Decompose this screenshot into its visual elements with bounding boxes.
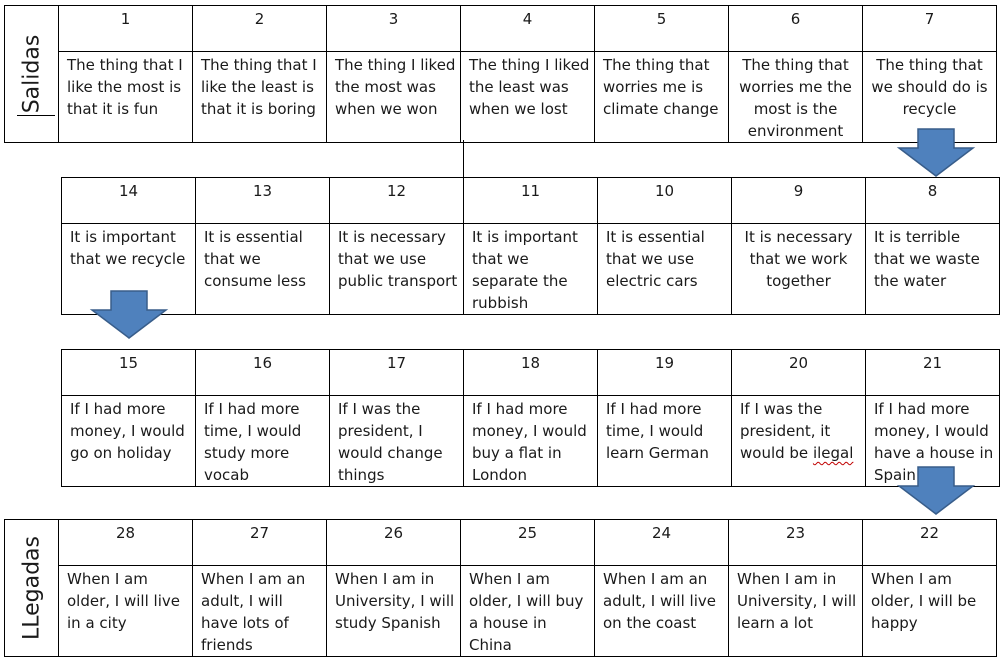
- square-number: 5: [595, 6, 729, 52]
- square-text: If I had more time, I would learn German: [598, 396, 732, 487]
- square-number: 28: [59, 520, 193, 566]
- square-number: 9: [732, 178, 866, 224]
- square-text: When I am older, I will live in a city: [59, 566, 193, 657]
- row-2: [61, 177, 1000, 315]
- square-text: When I am an adult, I will have lots of friends: [193, 566, 327, 657]
- square-text: The thing that I like the least is that it is boring: [193, 52, 327, 143]
- square-number: 22: [863, 520, 997, 566]
- square-number: 26: [327, 520, 461, 566]
- square-text: [732, 396, 866, 487]
- square-number: 10: [598, 178, 732, 224]
- square-text: When I am older, I will buy a house in China: [461, 566, 595, 657]
- start-label-cell: [5, 6, 59, 143]
- square-number: 24: [595, 520, 729, 566]
- square-text: It is necessary that we work together: [732, 224, 866, 315]
- square-number: 6: [729, 6, 863, 52]
- square-text: The thing that we should do is recycle: [863, 52, 997, 143]
- square-text: It is essential that we consume less: [196, 224, 330, 315]
- square-number: 16: [196, 350, 330, 396]
- square-text: When I am an adult, I will live on the coast: [595, 566, 729, 657]
- square-text: When I am older, I will be happy: [863, 566, 997, 657]
- square-number: 20: [732, 350, 866, 396]
- down-arrow-icon: [89, 290, 169, 340]
- square-text: The thing that worries me the most is the environment: [729, 52, 863, 143]
- down-arrow-icon: [896, 128, 976, 178]
- row-4: [4, 519, 997, 657]
- square-text: If I was the president, I would change things: [330, 396, 464, 487]
- square-number: 25: [461, 520, 595, 566]
- finish-label: LLegadas: [19, 535, 44, 641]
- square-number: 3: [327, 6, 461, 52]
- square-number: 7: [863, 6, 997, 52]
- square-number: 12: [330, 178, 464, 224]
- start-label-line: [17, 115, 55, 116]
- square-text: When I am in University, I will learn a lot: [729, 566, 863, 657]
- square-number: 13: [196, 178, 330, 224]
- square-text: If I had more money, I would go on holiday: [62, 396, 196, 487]
- square-number: 27: [193, 520, 327, 566]
- square-number: 4: [461, 6, 595, 52]
- square-number: 18: [464, 350, 598, 396]
- square-text: It is essential that we use electric cars: [598, 224, 732, 315]
- square-text: If I had more money, I would buy a flat in London: [464, 396, 598, 487]
- square-text: It is terrible that we waste the water: [866, 224, 1000, 315]
- square-number: 17: [330, 350, 464, 396]
- square-number: 1: [59, 6, 193, 52]
- square-text-part: If I was the president, it would be: [740, 400, 831, 462]
- square-number: 2: [193, 6, 327, 52]
- square-text: If I had more time, I would study more vocab: [196, 396, 330, 487]
- square-text: The thing that worries me is climate change: [595, 52, 729, 143]
- square-number: 8: [866, 178, 1000, 224]
- square-text: The thing I liked the most was when we won: [327, 52, 461, 143]
- spellcheck-marked-word: ilegal: [812, 444, 854, 462]
- square-text: It is important that we separate the rubbish: [464, 224, 598, 315]
- row-3: [61, 349, 1000, 487]
- square-text: It is necessary that we use public transport: [330, 224, 464, 315]
- finish-label-cell: [5, 520, 59, 657]
- square-text: If I had more money, I would have a house in Spain: [866, 396, 1000, 487]
- square-number: 11: [464, 178, 598, 224]
- square-number: 14: [62, 178, 196, 224]
- square-text: The thing that I like the most is that it is fun: [59, 52, 193, 143]
- square-number: 21: [866, 350, 1000, 396]
- square-number: 15: [62, 350, 196, 396]
- start-label: Salidas: [19, 34, 44, 114]
- connector-line: [463, 140, 464, 177]
- square-number: 19: [598, 350, 732, 396]
- square-text: The thing I liked the least was when we lost: [461, 52, 595, 143]
- square-number: 23: [729, 520, 863, 566]
- square-text: It is important that we recycle: [62, 224, 196, 315]
- square-text: When I am in University, I will study Spanish: [327, 566, 461, 657]
- down-arrow-icon: [896, 466, 976, 516]
- row-1: [4, 5, 997, 143]
